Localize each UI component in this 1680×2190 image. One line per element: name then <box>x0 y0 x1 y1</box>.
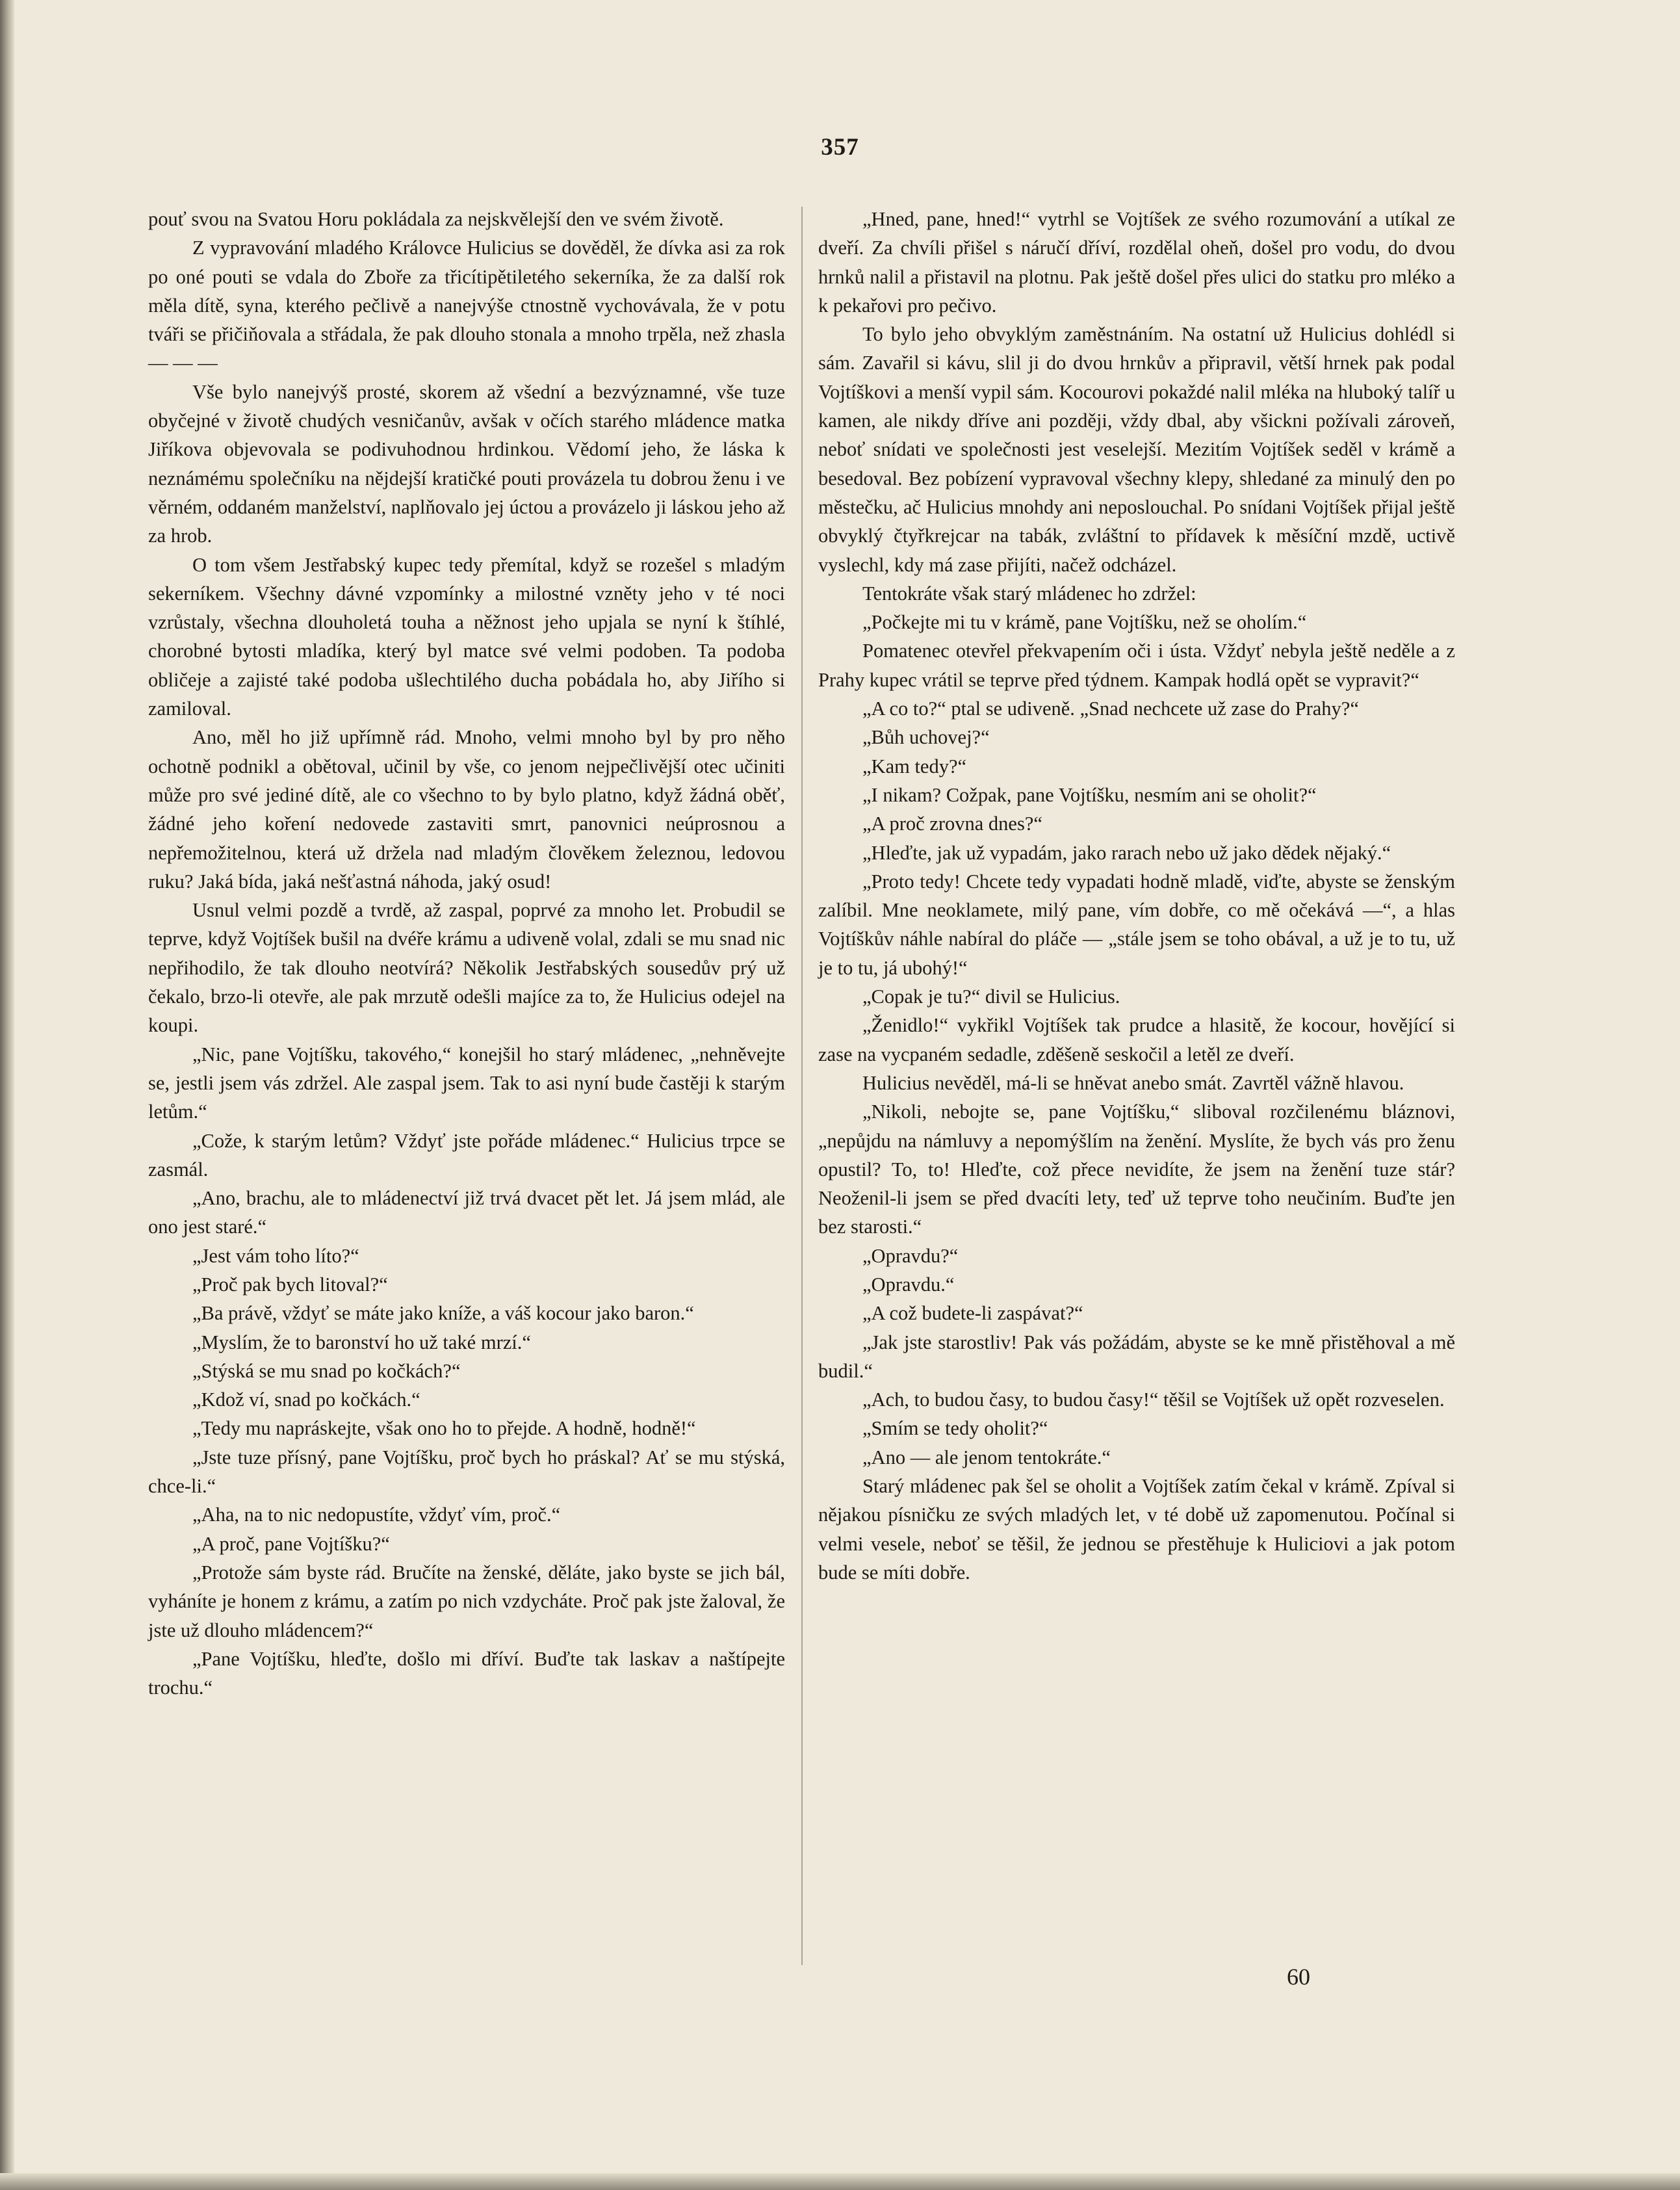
paragraph: „Opravdu?“ <box>862 1244 959 1267</box>
paragraph: Pomatenec otevřel překvapením oči i ústa. Vždyť nebyla ještě neděle a z Prahy kupec vrátil se teprve před týdnem. Kampak hodlá opět se vypravit?“ <box>818 640 1455 691</box>
paragraph: Starý mládenec pak šel se oholit a Vojtíšek zatím čekal v krámě. Zpíval si nějakou písničku ze svých mladých let, v té době už zapomenutou. Počínal si velmi vesele, neboť se těšil, že jednou se přestěhuje k Huliciovi a jak potom bude se míti dobře. <box>818 1475 1455 1584</box>
paragraph: „Ženidlo!“ vykřikl Vojtíšek tak prudce a hlasitě, že kocour, hovějící si zase na vycpaném sedadle, zděšeně seskočil a letěl ze dveří. <box>818 1014 1455 1065</box>
paragraph: O tom všem Jestřabský kupec tedy přemítal, když se rozešel s mladým sekerníkem. Všechny dávné vzpomínky a milostné vzněty jeho v té noci vzrůstaly, všechna dlouholetá touha a něžnost jeho upjala se nyní k štíhlé, chorobné bytosti mladíka, který byl matce své velmi podoben. Ta podoba obličeje a zajisté také podoba ušlechtilého ducha pobádala ho, aby Jiřího si zamiloval. <box>148 553 785 720</box>
paragraph: „A proč, pane Vojtíšku?“ <box>192 1532 390 1555</box>
paragraph: „Ba právě, vždyť se máte jako kníže, a váš kocour jako baron.“ <box>192 1302 694 1325</box>
paragraph: „Počkejte mi tu v krámě, pane Vojtíšku, než se oholím.“ <box>862 611 1307 634</box>
paragraph: „Smím se tedy oholit?“ <box>862 1417 1048 1440</box>
paragraph: pouť svou na Svatou Horu pokládala za nejskvělejší den ve svém životě. <box>148 208 724 230</box>
paragraph: „Proč pak bych litoval?“ <box>192 1273 388 1296</box>
paragraph: Ano, měl ho již upřímně rád. Mnoho, velmi mnoho byl by pro něho ochotně podnikl a obětoval, učinil by vše, co jenom nejpečlivější otec učiniti může pro své jediné dítě, ale co všechno to by bylo platno, když žádná oběť, žádné jeho koření nedovede zastaviti smrt, panovnici neúprosnou a nepřemožitelnou, která už držela nad mladým člověkem železnou, ledovou ruku? Jaká bída, jaká nešťastná náhoda, jaký osud! <box>148 726 785 893</box>
paragraph: „Hned, pane, hned!“ vytrhl se Vojtíšek ze svého rozumování a utíkal ze dveří. Za chvíli přišel s náručí dříví, rozdělal oheň, došel pro vodu, do dvou hrnků nalil a přistavil na plotnu. Pak ještě došel přes ulici do statku pro mléko a k pekařovi pro pečivo. <box>818 208 1455 317</box>
paragraph: „Myslím, že to baronství ho už také mrzí.“ <box>192 1331 531 1353</box>
paragraph: „Aha, na to nic nedopustíte, vždyť vím, proč.“ <box>192 1504 561 1526</box>
paragraph: „Bůh uchovej?“ <box>862 726 990 749</box>
paragraph: „Jste tuze přísný, pane Vojtíšku, proč bych ho práskal? Ať se mu stýská, chce-li.“ <box>148 1446 785 1498</box>
paragraph: „Hleďte, jak už vypadám, jako rarach nebo už jako dědek nějaký.“ <box>862 841 1391 864</box>
paragraph: „Nic, pane Vojtíšku, takového,“ konejšil ho starý mládenec, „nehněvejte se, jestli jsem vás zdržel. Ale zaspal jsem. Tak to asi nyní bude častěji k starým letům.“ <box>148 1043 785 1123</box>
paragraph: „Stýská se mu snad po kočkách?“ <box>192 1359 461 1382</box>
paragraph: „Opravdu.“ <box>862 1273 955 1296</box>
paragraph: „Protože sám byste rád. Bručíte na ženské, děláte, jako byste se jich bál, vyháníte je honem z krámu, a zatím po nich vzdycháte. Proč pak jste žaloval, že jste už dlouho mládencem?“ <box>148 1561 785 1641</box>
paragraph: „Ach, to budou časy, to budou časy!“ těšil se Vojtíšek už opět rozveselen. <box>862 1388 1445 1411</box>
paragraph: „Proto tedy! Chcete tedy vypadati hodně mladě, viďte, abyste se ženským zalíbil. Mne neoklamete, milý pane, vím dobře, co mě očekává —“, a hlas Vojtíškův náhle nabíral do pláče — „stále jsem se toho obával, a už je to tu, už je to tu, já ubohý!“ <box>818 870 1455 979</box>
paragraph: Hulicius nevěděl, má-li se hněvat anebo smát. Zavrtěl vážně hlavou. <box>862 1071 1404 1094</box>
binding-edge <box>0 0 14 2190</box>
paragraph: „Ano — ale jenom tentokráte.“ <box>862 1446 1111 1468</box>
paragraph: „Nikoli, nebojte se, pane Vojtíšku,“ sliboval rozčilenému bláznovi, „nepůjdu na námluvy a nepomýšlím na ženění. Myslíte, že bych vás pro ženu opustil? To, to! Hleďte, což přece nevidíte, že jsem na ženění tuze stár? Neoženil-li jsem se před dvacíti lety, teď už teprve toho neučiním. Buďte jen bez starosti.“ <box>818 1101 1455 1238</box>
page-number: 357 <box>821 134 859 161</box>
right-text-column <box>818 205 1455 1587</box>
page-bottom-edge <box>0 2173 1680 2190</box>
paragraph: „Kdož ví, snad po kočkách.“ <box>192 1388 420 1411</box>
paragraph: To bylo jeho obvyklým zaměstnáním. Na ostatní už Hulicius dohlédl si sám. Zavařil si kávu, slil ji do dvou hrnkův a připravil, větší hrnek pak podal Vojtíškovi a menší vypil sám. Kocourovi pokaždé nalil mléka na hluboký talíř u kamen, ale nikdy dříve ani později, vždy dbal, aby všickni požívali zároveň, neboť snídati ve společnosti jest veselejší. Mezitím Vojtíšek seděl v krámě a besedoval. Bez pobízení vypravoval všechny klepy, shledané za minulý den po městečku, ač Hulicius mnohdy ani neposlouchal. Po snídani Vojtíšek přijal ještě obvyklý čtyřkrejcar na tabák, zvláštní to přídavek k měsíční mzdě, uctivě vyslechl, kdy má zase přijíti, načež odcházel. <box>818 323 1455 576</box>
paragraph: „Jak jste starostliv! Pak vás požádám, abyste se ke mně přistěhoval a mě budil.“ <box>818 1331 1455 1382</box>
paragraph: „Kam tedy?“ <box>862 755 967 777</box>
column-divider <box>801 207 803 1965</box>
left-text-column <box>148 205 785 1702</box>
paragraph: „Tedy mu napráskejte, však ono ho to přejde. A hodně, hodně!“ <box>192 1417 696 1440</box>
paragraph: Z vypravování mladého Královce Hulicius se dověděl, že dívka asi za rok po oné pouti se vdala do Zboře za třicítipětiletého sekerníka, že za další rok měla dítě, syna, kterého pečlivě a nanejvýše ctnostně vychovávala, že v potu tváři se přičiňovala a střádala, že pak dlouho stonala a mnoho trpěla, než zhasla — — — <box>148 237 785 374</box>
paragraph: „Pane Vojtíšku, hleďte, došlo mi dříví. Buďte tak laskav a naštípejte trochu.“ <box>148 1647 785 1699</box>
paragraph: Usnul velmi pozdě a tvrdě, až zaspal, poprvé za mnoho let. Probudil se teprve, když Vojtíšek bušil na dvéře krámu a udiveně volal, zdali se mu snad nic nepřihodilo, že tak dlouho neotvírá? Několik Jestřabských sousedův prý už čekalo, brzo-li otevře, ale pak mrzutě odešli majíce za to, že Hulicius odejel na koupi. <box>148 899 785 1037</box>
paragraph: „Ano, brachu, ale to mládenectví již trvá dvacet pět let. Já jsem mlád, ale ono jest staré.“ <box>148 1187 785 1238</box>
paragraph: Tentokráte však starý mládenec ho zdržel: <box>862 582 1196 605</box>
signature-mark: 60 <box>1287 1964 1310 1990</box>
paragraph: „Copak je tu?“ divil se Hulicius. <box>862 985 1120 1008</box>
paragraph: „Cože, k starým letům? Vždyť jste pořáde mládenec.“ Hulicius trpce se zasmál. <box>148 1129 785 1180</box>
paragraph: Vše bylo nanejvýš prosté, skorem až všední a bezvýznamné, vše tuze obyčejné v životě chudých vesničanův, avšak v očích starého mládence matka Jiříkova objevovala se podivuhodnou hrdinkou. Vědomí jeho, že láska k neznámému společníku na nějdejší kratičké pouti provázela tu dobrou ženu i ve věrném, oddaném manželství, naplňovalo jej úctou a provázelo ji láskou jeho až za hrob. <box>148 380 785 547</box>
paragraph: „Jest vám toho líto?“ <box>192 1244 359 1267</box>
paragraph: „A proč zrovna dnes?“ <box>862 813 1042 835</box>
paragraph: „A což budete-li zaspávat?“ <box>862 1302 1083 1325</box>
paragraph: „I nikam? Cožpak, pane Vojtíšku, nesmím ani se oholit?“ <box>862 783 1317 806</box>
paragraph: „A co to?“ ptal se udiveně. „Snad nechcete už zase do Prahy?“ <box>862 697 1359 720</box>
